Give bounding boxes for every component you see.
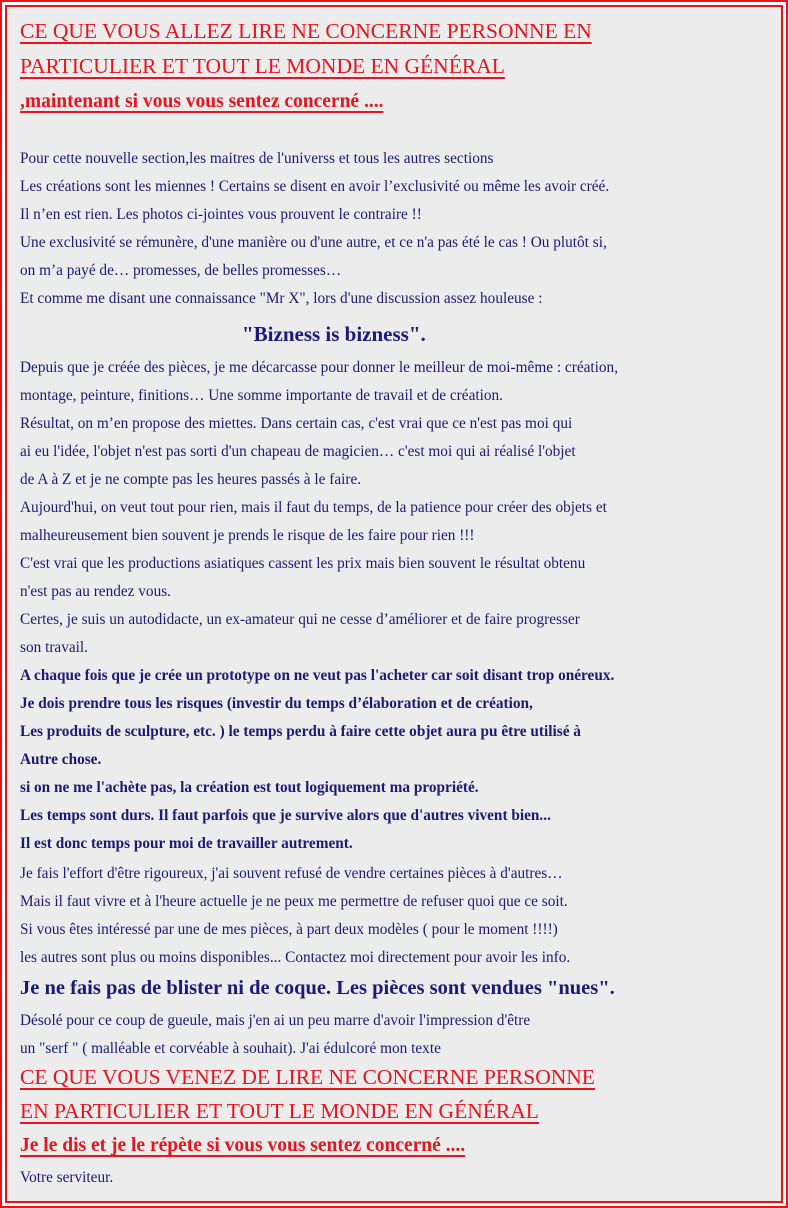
bold-line: Je dois prendre tous les risques (investir du temps d’élaboration et de création,	[20, 695, 533, 712]
paragraph-line: Les créations sont les miennes ! Certains se disent en avoir l’exclusivité ou même les avoir créé.	[20, 178, 610, 195]
bold-line: Il est donc temps pour moi de travailler autrement.	[20, 835, 353, 852]
paragraph-line: Une exclusivité se rémunère, d'une manière ou d'une autre, et ce n'a pas été le cas ! Ou plutôt si,	[20, 234, 607, 251]
document-panel	[5, 5, 783, 1203]
signature: Votre serviteur.	[20, 1169, 114, 1186]
paragraph-line: de A à Z et je ne compte pas les heures passés à le faire.	[20, 471, 362, 488]
header-line-3: ,maintenant si vous vous sentez concerné ....	[20, 91, 384, 112]
paragraph-line: on m’a payé de… promesses, de belles promesses…	[20, 262, 342, 279]
bold-line: Les produits de sculpture, etc. ) le temps perdu à faire cette objet aura pu être utilisé à	[20, 723, 581, 740]
footer-line-2: EN PARTICULIER ET TOUT LE MONDE EN GÉNÉRAL	[20, 1099, 539, 1123]
paragraph-line: Pour cette nouvelle section,les maitres de l'universs et tous les autres sections	[20, 150, 494, 167]
paragraph-line: Mais il faut vivre et à l'heure actuelle je ne peux me permettre de refuser quoi que ce soit.	[20, 893, 568, 910]
paragraph-line: ai eu l'idée, l'objet n'est pas sorti d'un chapeau de magicien… c'est moi qui ai réalisé l'objet	[20, 443, 576, 460]
bold-line: A chaque fois que je crée un prototype on ne veut pas l'acheter car soit disant trop onéreux.	[20, 667, 615, 684]
paragraph-line: Il n’en est rien. Les photos ci-jointes vous prouvent le contraire !!	[20, 206, 422, 223]
paragraph-line: C'est vrai que les productions asiatiques cassent les prix mais bien souvent le résultat obtenu	[20, 555, 586, 572]
paragraph-line: les autres sont plus ou moins disponibles... Contactez moi directement pour avoir les info.	[20, 949, 571, 966]
paragraph-line: Certes, je suis un autodidacte, un ex-amateur qui ne cesse d’améliorer et de faire progresser	[20, 611, 580, 628]
paragraph-line: Je fais l'effort d'être rigoureux, j'ai souvent refusé de vendre certaines pièces à d'autres…	[20, 865, 563, 882]
bold-line: Les temps sont durs. Il faut parfois que je survive alors que d'autres vivent bien...	[20, 807, 551, 824]
paragraph-line: montage, peinture, finitions… Une somme importante de travail et de création.	[20, 387, 503, 404]
quote-line: "Bizness is bizness".	[242, 322, 426, 346]
paragraph-line: Aujourd'hui, on veut tout pour rien, mais il faut du temps, de la patience pour créer des objets et	[20, 499, 607, 516]
header-line-1: CE QUE VOUS ALLEZ LIRE NE CONCERNE PERSONNE EN	[20, 19, 592, 43]
paragraph-line: Depuis que je créée des pièces, je me décarcasse pour donner le meilleur de moi-même : création,	[20, 359, 619, 376]
paragraph-line: son travail.	[20, 639, 88, 656]
paragraph-line: un "serf " ( malléable et corvéable à souhait). J'ai édulcoré mon texte	[20, 1040, 441, 1057]
paragraph-line: Et comme me disant une connaissance "Mr X", lors d'une discussion assez houleuse :	[20, 290, 543, 307]
footer-line-3: Je le dis et je le répète si vous vous sentez concerné ....	[20, 1135, 466, 1156]
paragraph-line: Si vous êtes intéressé par une de mes pièces, à part deux modèles ( pour le moment !!!!)	[20, 921, 558, 938]
bold-line: Autre chose.	[20, 751, 102, 768]
paragraph-line: Résultat, on m’en propose des miettes. Dans certain cas, c'est vrai que ce n'est pas moi qui	[20, 415, 573, 432]
footer-line-1: CE QUE VOUS VENEZ DE LIRE NE CONCERNE PERSONNE	[20, 1065, 595, 1089]
paragraph-line: malheureusement bien souvent je prends le risque de les faire pour rien !!!	[20, 527, 475, 544]
paragraph-line: Désolé pour ce coup de gueule, mais j'en ai un peu marre d'avoir l'impression d'être	[20, 1012, 531, 1029]
bold-line: si on ne me l'achète pas, la création est tout logiquement ma propriété.	[20, 779, 479, 796]
header-line-2: PARTICULIER ET TOUT LE MONDE EN GÉNÉRAL	[20, 54, 505, 78]
banner-line: Je ne fais pas de blister ni de coque. Les pièces sont vendues "nues".	[20, 977, 615, 999]
paragraph-line: n'est pas au rendez vous.	[20, 583, 172, 600]
